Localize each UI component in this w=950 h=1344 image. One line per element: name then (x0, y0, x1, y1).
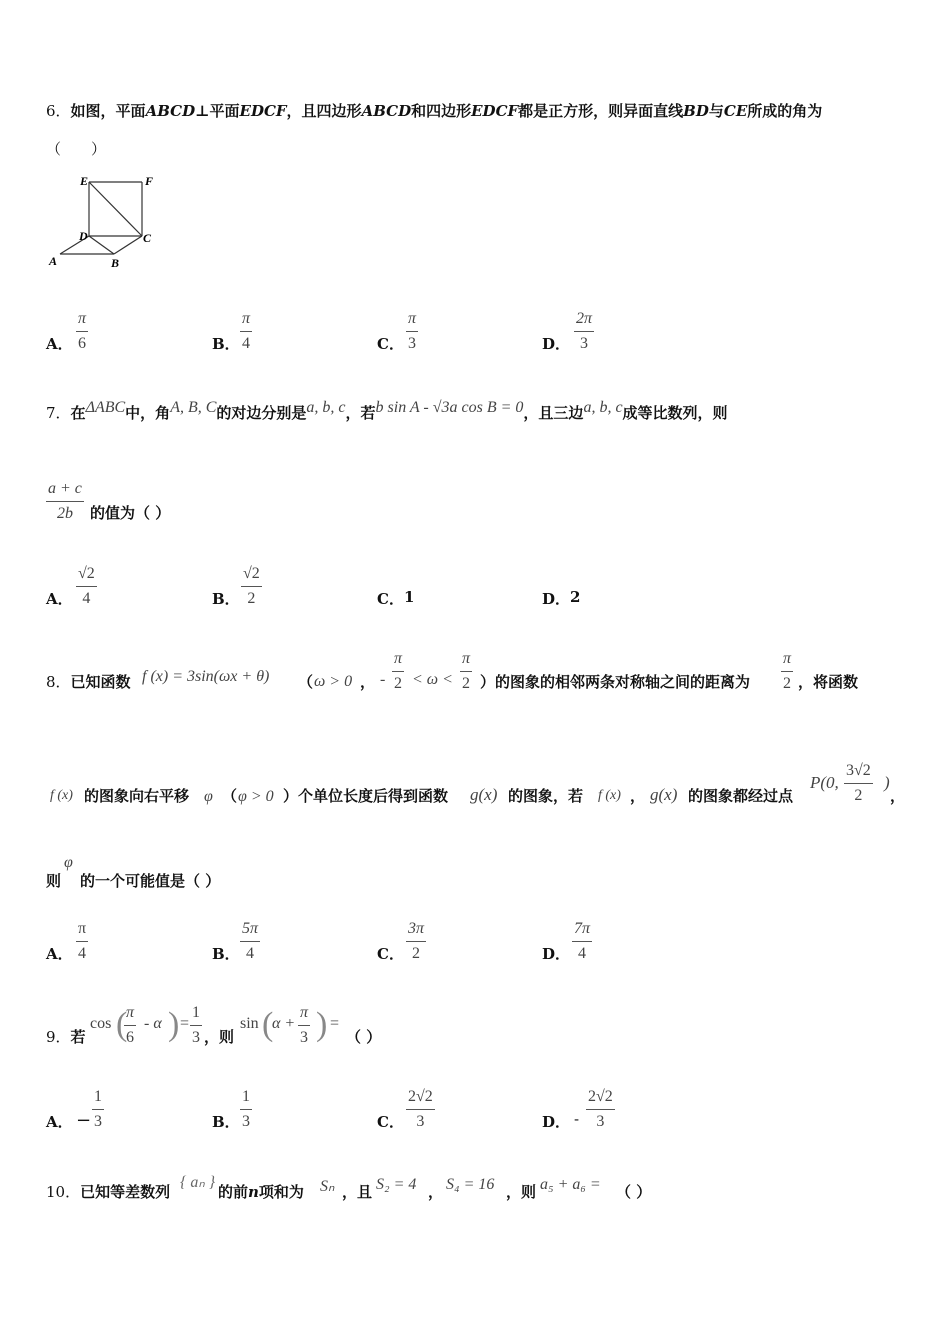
q6-paren: （ ） (46, 140, 107, 158)
q10-a5a6: a₅ + a₆ = (540, 1176, 601, 1193)
q9-cos-arg-frac (124, 1004, 136, 1047)
q8-phi2: φ (64, 854, 73, 871)
q6-option-c-label: C． (377, 335, 404, 353)
q6-option-b-label: B． (212, 335, 240, 353)
q8-paren2: （ (222, 787, 238, 805)
frac-num: π (78, 310, 87, 327)
frac-den: 3 (408, 335, 416, 352)
q8-neg-half-pi (392, 650, 404, 693)
frac-den: 2 (783, 675, 791, 692)
q6-var: CE (723, 102, 748, 120)
q8-text-if: 的图象，若 (508, 787, 584, 805)
frac-bar (240, 1109, 252, 1110)
frac-den: 3 (192, 1029, 200, 1046)
frac-bar (298, 1025, 310, 1026)
q8-option-d-value (572, 920, 592, 963)
q9-rhs (190, 1004, 202, 1047)
q10-var: n (248, 1183, 259, 1201)
q7-text: 中，角 (125, 404, 171, 422)
q7-math: ΔABC (85, 399, 126, 416)
edge-db (89, 236, 114, 254)
frac-num: 2π (576, 310, 593, 327)
q9-cos: cos (90, 1015, 112, 1032)
frac-den: 2 (854, 787, 863, 804)
q9-option-c-label: C． (377, 1113, 404, 1131)
q10-sequence: { aₙ } (180, 1174, 216, 1191)
q8-fx2: f (x) (598, 788, 621, 803)
q8-neg: - (380, 671, 386, 688)
q9-minus-alpha: - α (144, 1015, 162, 1032)
frac-bar (92, 1109, 104, 1110)
frac-bar (240, 941, 260, 942)
frac-bar (460, 671, 472, 672)
label-e: E (80, 174, 89, 188)
q7-option-c-value: 1 (404, 588, 415, 606)
frac-bar (406, 1109, 435, 1110)
frac-num: 1 (192, 1004, 200, 1021)
q8-option-b-label: B． (212, 945, 240, 963)
q6-number: 6． (46, 102, 71, 120)
edge-ec (89, 182, 142, 236)
frac-bar (781, 671, 793, 672)
frac-bar (76, 586, 97, 587)
q10-text: 项和为 (258, 1183, 304, 1201)
frac-bar (406, 941, 426, 942)
frac-num: 3√2 (846, 762, 871, 779)
q9-option-d-value (586, 1088, 615, 1131)
frac-num: π (462, 650, 471, 667)
frac-bar (572, 941, 592, 942)
frac-num: π (242, 310, 251, 327)
q6-text: 所成的角为 (747, 102, 823, 120)
label-d: D (79, 229, 88, 243)
q6-option-a-label: A． (46, 335, 73, 353)
q7-math: A, B, C (170, 399, 217, 416)
frac-num: π (408, 310, 417, 327)
q10-text-then: ，则 (506, 1183, 537, 1201)
q10-s2: S₂ = 4 (376, 1176, 417, 1193)
frac-den: 3 (242, 1113, 250, 1130)
q8-option-d-label: D． (542, 945, 571, 963)
frac-den: 3 (94, 1113, 102, 1130)
frac-bar (241, 586, 262, 587)
q7-math: b sin A - √3a cos B = 0 (375, 399, 524, 416)
label-b: B (111, 256, 120, 270)
q8-gx: g(x) (470, 785, 498, 804)
q8-half-pi (460, 650, 472, 693)
q6-option-a-value (76, 310, 88, 353)
q8-number: 8． (46, 673, 71, 691)
q7-text: 在 (70, 404, 86, 422)
q9-sin-arg-frac (298, 1004, 310, 1047)
frac-bar (76, 331, 88, 332)
q9-lparen: ( (116, 1006, 128, 1043)
q8-text-get: ）个单位长度后得到函数 (283, 787, 449, 805)
frac-den: 4 (578, 945, 586, 962)
frac-num: π (126, 1004, 135, 1021)
frac-num: π (783, 650, 792, 667)
q8-option-a-label: A． (46, 945, 73, 963)
q9-option-a-value (92, 1088, 104, 1131)
q6-option-d-value (574, 310, 594, 353)
q7-text: ，若 (345, 404, 376, 422)
label-f: F (145, 174, 154, 188)
frac-den: 2b (56, 505, 73, 522)
q7-fraction (46, 480, 84, 523)
q8-text-translate: 的图象向右平移 (84, 787, 190, 805)
q8-text-then: 则 (46, 872, 62, 890)
q7-option-d-value: 2 (570, 588, 581, 606)
q8-omega-range: < ω < (412, 671, 453, 688)
q9-option-b-value (240, 1088, 252, 1131)
frac-den: 3 (416, 1113, 425, 1130)
q6-text: 如图，平面 (70, 102, 146, 120)
frac-den: 3 (300, 1029, 308, 1046)
q7-option-b-value (241, 565, 262, 608)
q10-sn: Sₙ (320, 1178, 335, 1195)
q9-option-b-label: B． (212, 1113, 240, 1131)
frac-den: 2 (462, 675, 470, 692)
frac-num: 7π (574, 920, 591, 937)
q8-point-close: ) (884, 773, 890, 792)
q6-var: BD (683, 102, 709, 120)
frac-bar (190, 1025, 202, 1026)
frac-bar (46, 501, 84, 502)
label-a: A (49, 254, 58, 268)
q9-option-c-value (406, 1088, 435, 1131)
frac-num: 1 (242, 1088, 250, 1105)
q9-eq2: = (330, 1015, 340, 1032)
q8-point-y (844, 762, 873, 805)
frac-num: 3π (408, 920, 425, 937)
q10-text: 的前 (218, 1183, 249, 1201)
frac-den: 4 (82, 590, 91, 607)
q8-text: 已知函数 (70, 673, 131, 691)
label-c: C (143, 231, 152, 245)
edge-bc (114, 236, 142, 254)
q6-figure (46, 170, 166, 270)
frac-num: π (394, 650, 403, 667)
q8-text-point: 的图象都经过点 (688, 787, 794, 805)
q6-var: EDCF (471, 102, 519, 120)
q10-number: 10． (46, 1183, 81, 1201)
frac-num: √2 (78, 565, 95, 582)
q7-math: a, b, c (306, 399, 346, 416)
q8-fx: f (x) (50, 788, 73, 803)
q9-then: ，则 (204, 1028, 235, 1046)
frac-num: π (300, 1004, 309, 1021)
q8-omega-cond: ω > 0 (314, 673, 353, 690)
q7-stem (46, 399, 728, 425)
frac-bar (392, 671, 404, 672)
frac-den: 6 (78, 335, 86, 352)
q9-rparen2: ) (316, 1006, 328, 1043)
frac-bar (240, 331, 252, 332)
frac-den: 2 (412, 945, 420, 962)
q8-gx2: g(x) (650, 785, 678, 804)
q6-var: EDCF (239, 102, 287, 120)
frac-bar (406, 331, 418, 332)
q7-tail: 的值为（ ） (90, 504, 171, 522)
frac-den: 2 (394, 675, 402, 692)
q8-text-possible: 的一个可能值是（ ） (80, 872, 221, 890)
frac-den: 3 (596, 1113, 605, 1130)
q8-text-shift: ，将函数 (798, 673, 859, 691)
frac-num: a + c (48, 480, 82, 497)
q7-option-a-value (76, 565, 97, 608)
q9-option-d-label: D． (542, 1113, 571, 1131)
q7-option-d-label: D． (542, 590, 571, 608)
q10-text-and: ，且 (342, 1183, 373, 1201)
q8-comma: ， (360, 673, 376, 691)
frac-bar (844, 783, 873, 784)
q6-text: 与 (708, 102, 724, 120)
q9-sin: sin (240, 1015, 259, 1032)
frac-den: 2 (247, 590, 256, 607)
q10-text-first (218, 1181, 304, 1203)
frac-den: 6 (126, 1029, 134, 1046)
q10-stem-start (46, 1181, 170, 1203)
q9-text: 若 (70, 1028, 86, 1046)
q7-option-b-label: B． (212, 590, 240, 608)
frac-num: 2√2 (588, 1088, 613, 1105)
q10-paren: （ ） (616, 1183, 652, 1201)
q8-option-a-value (76, 920, 88, 963)
q6-text: 和四边形 (411, 102, 472, 120)
q8-option-c-value (406, 920, 426, 963)
frac-num: π (78, 920, 87, 937)
q8-distance-value (781, 650, 793, 693)
q6-option-b-value (240, 310, 252, 353)
q9-paren: （ ） (346, 1028, 382, 1046)
q7-option-a-label: A． (46, 590, 73, 608)
q8-option-b-value (240, 920, 260, 963)
q10-comma: ， (428, 1183, 444, 1201)
q9-number: 9． (46, 1028, 71, 1046)
frac-den: 4 (78, 945, 87, 962)
q6-text: 都是正方形，则异面直线 (518, 102, 684, 120)
frac-bar (586, 1109, 615, 1110)
q9-lparen2: ( (262, 1006, 274, 1043)
q7-math: a, b, c (583, 399, 623, 416)
q8-func: f (x) = 3sin(ωx + θ) (142, 668, 270, 685)
frac-den: 3 (580, 335, 588, 352)
q7-text: 成等比数列，则 (622, 404, 728, 422)
q6-option-c-value (406, 310, 418, 353)
frac-num: √2 (243, 565, 260, 582)
q9-option-a-sign: − (76, 1110, 92, 1131)
q8-option-c-label: C． (377, 945, 404, 963)
frac-den: 4 (242, 335, 250, 352)
q9-option-d-sign: - (574, 1110, 580, 1128)
q6-text: ⊥平面 (195, 102, 240, 120)
q9-eq: = (180, 1015, 190, 1032)
q6-var: ABCD (145, 102, 196, 120)
frac-num: 2√2 (408, 1088, 433, 1105)
q9-rparen: ) (168, 1006, 180, 1043)
q8-paren-open: （ (298, 673, 314, 691)
q6-stem (46, 100, 822, 122)
frac-num: 1 (94, 1088, 102, 1105)
q7-text: ，且三边 (523, 404, 584, 422)
frac-num: 5π (242, 920, 259, 937)
q7-option-c-label: C． (377, 590, 404, 608)
q8-point-p: P(0, (810, 773, 839, 792)
q9-stem-start (46, 1026, 86, 1048)
q8-line1-left (46, 671, 131, 693)
q7-number: 7． (46, 404, 71, 422)
q8-text-distance: ）的图象的相邻两条对称轴之间的距离为 (480, 673, 751, 691)
q8-comma3: ， (890, 787, 906, 805)
q7-text: 的对边分别是 (216, 404, 307, 422)
q6-text: ，且四边形 (286, 102, 362, 120)
q8-phi: φ (204, 788, 213, 805)
q9-alpha-plus: α + (272, 1015, 296, 1032)
q8-phi-cond: φ > 0 (238, 788, 274, 805)
q10-s4: S₄ = 16 (446, 1176, 495, 1193)
q9-option-a-label: A． (46, 1113, 73, 1131)
frac-bar (124, 1025, 136, 1026)
frac-bar (574, 331, 594, 332)
frac-bar (76, 941, 88, 942)
q10-text: 已知等差数列 (80, 1183, 171, 1201)
q6-option-d-label: D． (542, 335, 571, 353)
frac-den: 4 (246, 945, 254, 962)
q6-var: ABCD (361, 102, 412, 120)
q8-comma2: ， (630, 787, 646, 805)
